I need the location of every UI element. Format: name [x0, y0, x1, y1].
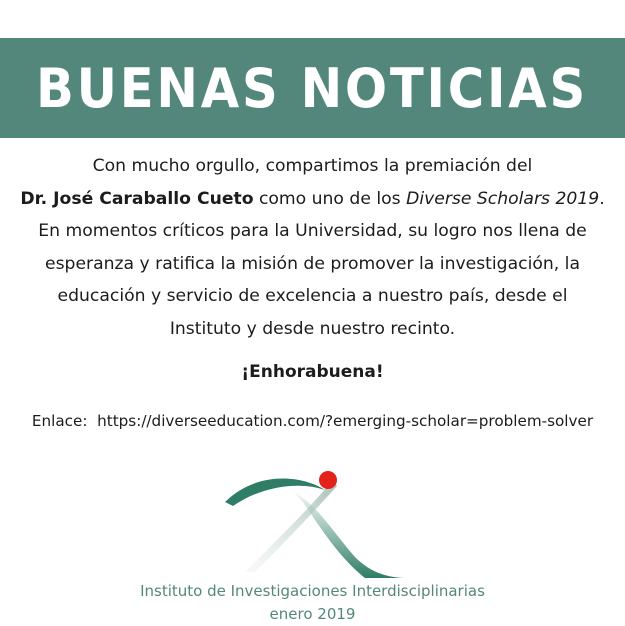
- banner-title: BUENAS NOTICIAS: [36, 56, 589, 120]
- message-line-2: [0, 183, 625, 216]
- message-line-2-mid: como uno de los: [253, 188, 407, 209]
- logo-upper-arc: [225, 479, 325, 506]
- institute-logo-icon: [215, 462, 410, 582]
- title-banner: [0, 38, 625, 138]
- logo-bell-curve: [293, 492, 405, 578]
- announcement-text: [0, 150, 625, 345]
- message-line-1: Con mucho orgullo, compartimos la premiación del: [92, 156, 533, 176]
- link-url[interactable]: https://diverseeducation.com/?emerging-scholar=problem-solver: [97, 412, 594, 430]
- honoree-name: Dr. José Caraballo Cueto: [20, 188, 254, 209]
- logo-red-dot: [319, 471, 337, 489]
- award-name: Diverse Scholars 2019: [406, 188, 600, 209]
- congratulations-text: ¡Enhorabuena!: [241, 362, 384, 382]
- institution-name: Instituto de Investigaciones Interdisciplinarias: [140, 582, 485, 600]
- message-line-6: Instituto y desde nuestro recinto.: [169, 318, 456, 339]
- link-line: [0, 412, 625, 430]
- message-line-2-end: .: [599, 188, 605, 209]
- message-line-5: educación y servicio de excelencia a nuestro país, desde el: [57, 286, 568, 306]
- message-line-3: En momentos críticos para la Universidad, su logro nos llena de: [38, 221, 587, 241]
- footer: [0, 580, 625, 626]
- message-line-4: esperanza y ratifica la misión de promover la investigación, la: [45, 253, 580, 274]
- link-label: Enlace:: [31, 412, 88, 430]
- footer-date: enero 2019: [269, 605, 356, 623]
